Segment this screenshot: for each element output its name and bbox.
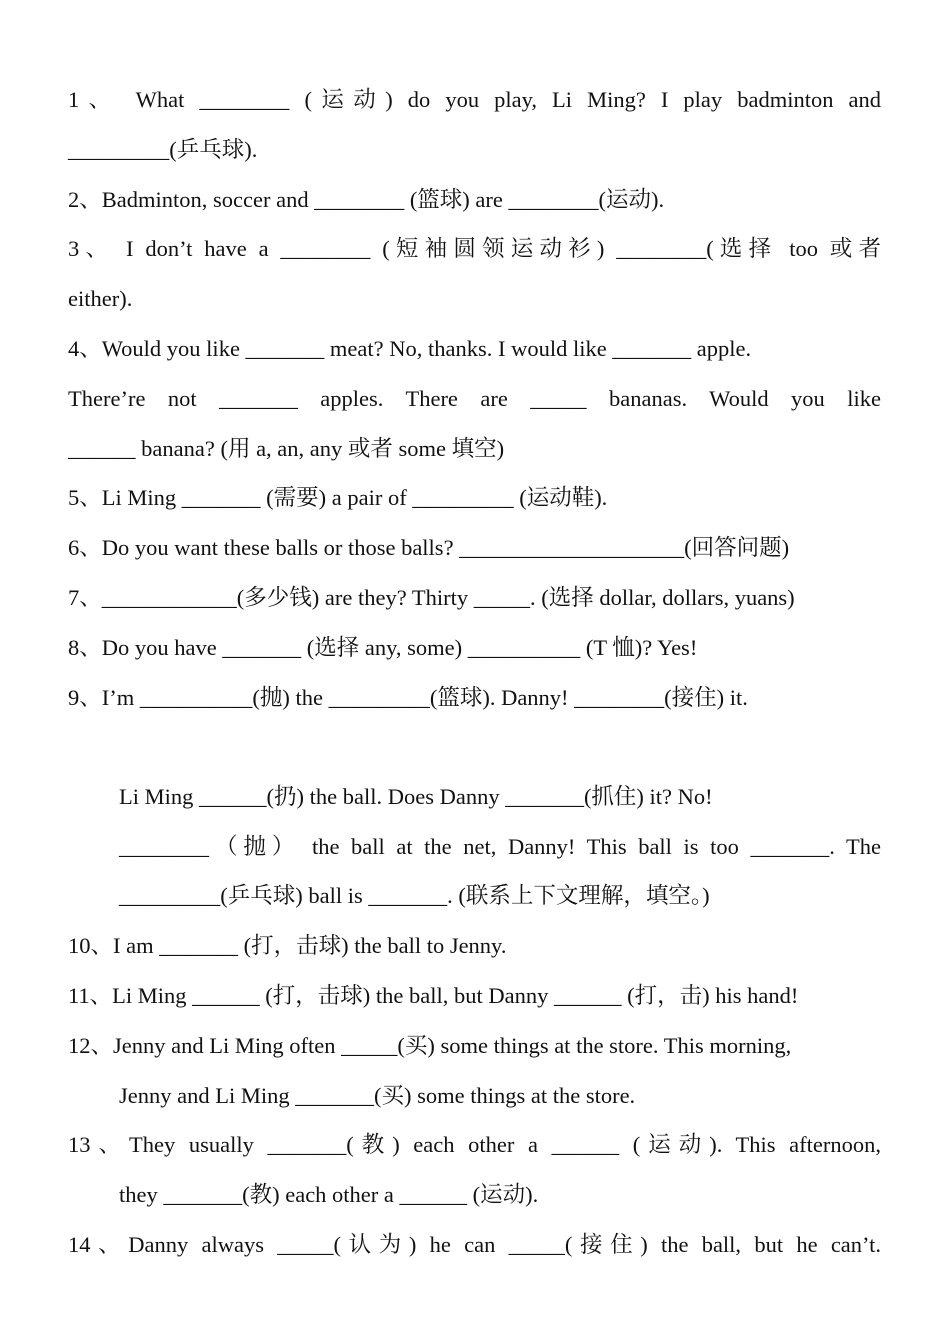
question-3-line-1: 3、 I don’t have a ________ (短袖圆领运动衫) ________(选择 too 或者 bbox=[68, 236, 881, 261]
question-12-line-1: 12、Jenny and Li Ming often _____(买) some things at the store. This morning, bbox=[68, 1033, 792, 1058]
question-1-line-1: 1、 What ________ (运动) do you play, Li Ming? I play badminton and bbox=[68, 87, 881, 112]
question-2: 2、Badminton, soccer and ________ (篮球) are ________(运动). bbox=[68, 187, 665, 212]
question-9: 9、I’m __________(抛) the _________(篮球). Danny! ________(接住) it. bbox=[68, 685, 748, 710]
question-1-line-2: _________(乒乓球). bbox=[68, 137, 258, 162]
question-4-line-3: ______ banana? (用 a, an, any 或者 some 填空) bbox=[68, 436, 505, 461]
question-12-line-2: Jenny and Li Ming _______(买) some things at the store. bbox=[119, 1083, 636, 1108]
question-8: 8、Do you have _______ (选择 any, some) __________ (T 恤)? Yes! bbox=[68, 635, 698, 660]
question-7: 7、____________(多少钱) are they? Thirty _____. (选择 dollar, dollars, yuans) bbox=[68, 585, 795, 610]
question-4-line-2: There’re not _______ apples. There are _____ bananas. Would you like bbox=[68, 386, 881, 411]
passage-line-1: Li Ming ______(扔) the ball. Does Danny _______(抓住) it? No! bbox=[119, 784, 713, 809]
question-13-line-1: 13、They usually _______(教) each other a ______ (运动). This afternoon, bbox=[68, 1132, 881, 1157]
question-3-line-2: either). bbox=[68, 286, 133, 311]
question-5: 5、Li Ming _______ (需要) a pair of _________ (运动鞋). bbox=[68, 485, 608, 510]
passage-line-2: ________（抛） the ball at the net, Danny! This ball is too _______. The bbox=[119, 834, 881, 859]
question-6: 6、Do you want these balls or those balls? ____________________(回答问题) bbox=[68, 535, 790, 560]
question-14: 14、Danny always _____(认为) he can _____(接住) the ball, but he can’t. bbox=[68, 1232, 881, 1257]
question-4-line-1: 4、Would you like _______ meat? No, thanks. I would like _______ apple. bbox=[68, 336, 752, 361]
passage-line-3: _________(乒乓球) ball is _______. (联系上下文理解，填空。) bbox=[119, 883, 710, 908]
question-11: 11、Li Ming ______ (打，击球) the ball, but Danny ______ (打，击) his hand! bbox=[68, 983, 799, 1008]
question-13-line-2: they _______(教) each other a ______ (运动). bbox=[119, 1182, 539, 1207]
question-10: 10、I am _______ (打，击球) the ball to Jenny. bbox=[68, 933, 507, 958]
